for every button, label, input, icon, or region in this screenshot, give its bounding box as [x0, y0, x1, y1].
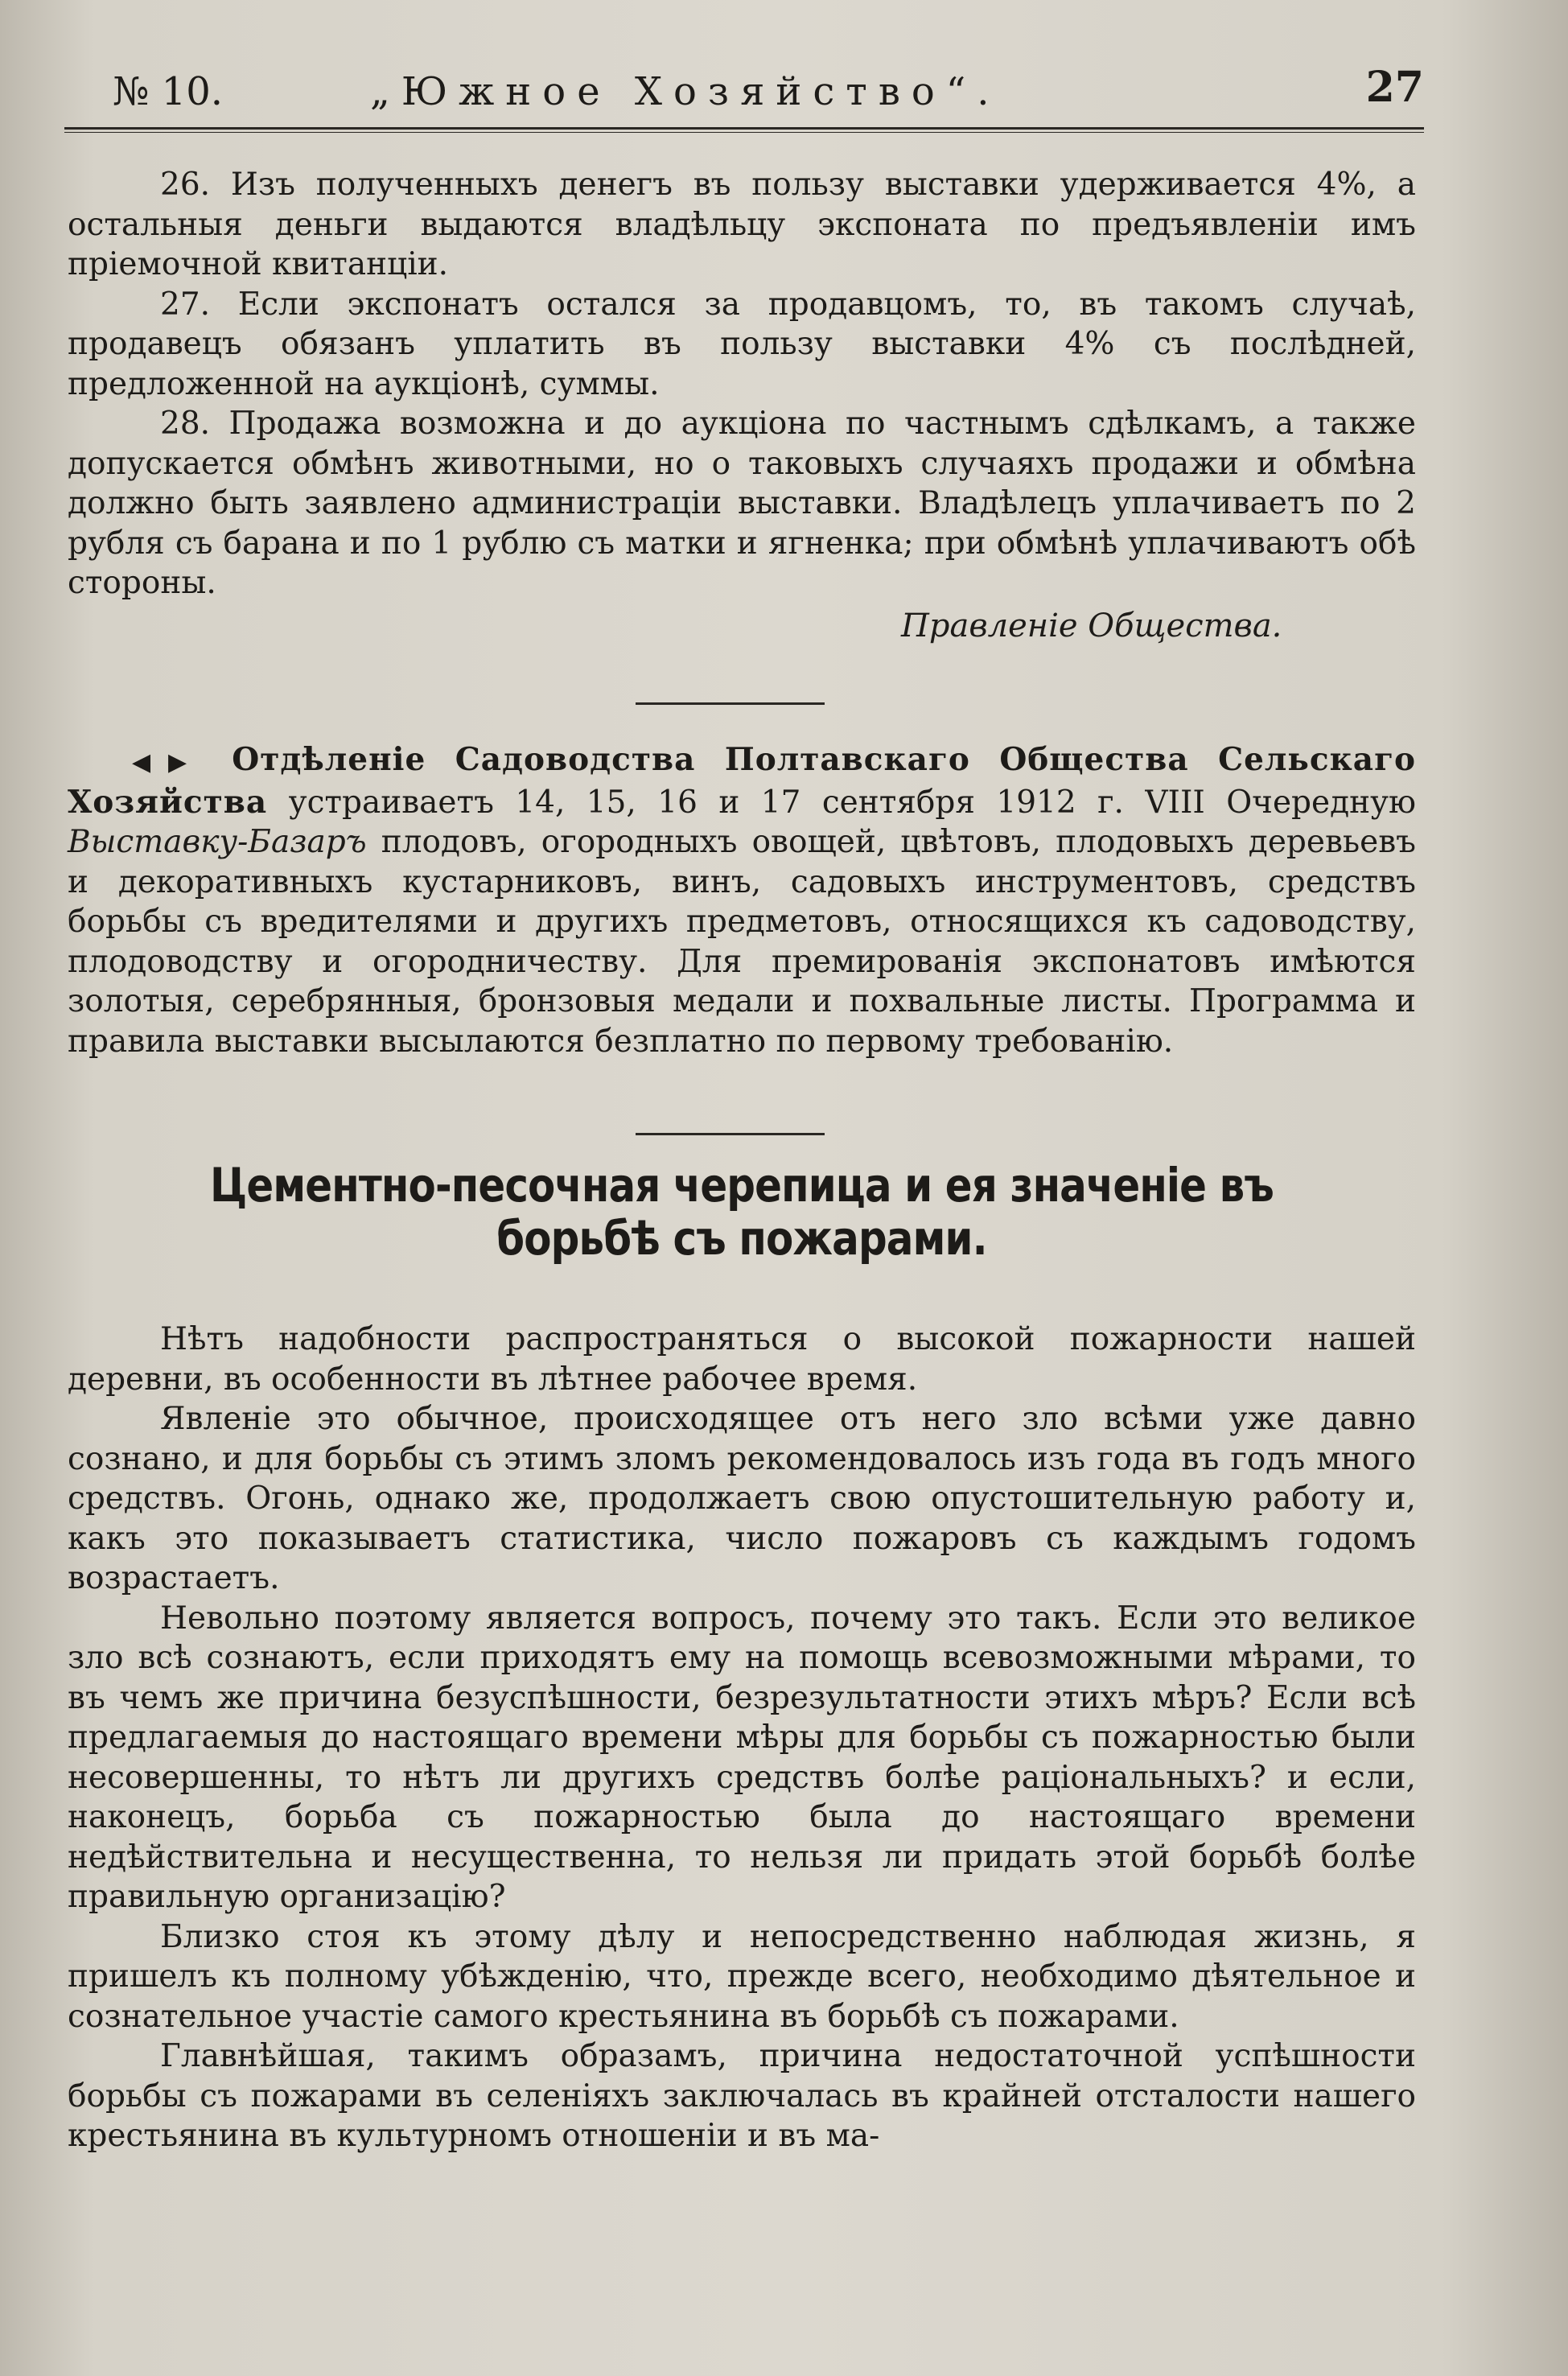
- article-paragraph: Невольно поэтому является вопросъ, почему это такъ. Если это великое зло всѣ сознаютъ, если приходятъ ему на помощь всевозможными мѣрами, то въ чемъ же причина безуспѣшности, безрезультатности этихъ мѣръ? Если всѣ предлагаемыя до настоящаго времени мѣры для борьбы съ пожарностью были несовершенны, то нѣтъ ли другихъ средствъ болѣе раціональныхъ? и если, наконецъ, борьба съ пожарностью была до настоящаго времени недѣйствительна и несущественна, то нельзя ли придать этой борьбѣ болѣе правильную организацію?: [68, 1600, 1416, 1915]
- announcement-text-2: плодовъ, огородныхъ овощей, цвѣтовъ, плодовыхъ деревьевъ и декоративныхъ кустарниковъ, винъ, садовыхъ инструментовъ, средствъ борьбы съ вредителями и другихъ предметовъ, относящихся къ садоводству, плодоводству и огородничеству. Для премированія экспонатовъ имѣются золотыя, серебрянныя, бронзовыя медали и похвальные листы. Программа и правила выставки высылаются безплатно по первому требованію.: [68, 824, 1416, 1060]
- article-paragraph: Близко стоя къ этому дѣлу и непосредственно наблюдая жизнь, я пришелъ къ полному убѣжденію, что, прежде всего, необходимо дѣятельное и сознательное участіе самого крестьянина въ борьбѣ съ пожарами.: [68, 1918, 1416, 2035]
- exhibit-name: Выставку-Базаръ: [68, 824, 367, 860]
- article-title: Цементно-песочная черепица и ея значеніе въ борьбѣ съ пожарами.: [210, 1158, 1274, 1266]
- section-divider: [636, 702, 825, 705]
- journal-title: „Южное Хозяйство“.: [370, 69, 1001, 114]
- pointer-icon: ◀▶: [132, 748, 204, 776]
- article-body: [68, 1320, 1416, 2156]
- announcement: [68, 740, 1416, 1061]
- header-rule: [64, 127, 1424, 133]
- issue-number: № 10.: [113, 69, 224, 114]
- signature: Правленіе Общества.: [901, 607, 1282, 644]
- rule-paragraph-28: 28. Продажа возможна и до аукціона по частнымъ сдѣлкамъ, а также допускается обмѣнъ животными, но о таковыхъ случаяхъ продажи и обмѣна должно быть заявлено администраціи выставки. Владѣлецъ уплачиваетъ по 2 рубля съ барана и по 1 рублю съ матки и ягненка; при обмѣнѣ уплачиваютъ обѣ стороны.: [68, 406, 1416, 601]
- page-header: [113, 63, 1424, 113]
- rule-paragraph-26: 26. Изъ полученныхъ денегъ въ пользу выставки удерживается 4%, а остальныя деньги выдаются владѣльцу экспоната по предъявленіи имъ пріемочной квитанціи.: [68, 167, 1416, 282]
- announcement-paragraph: [68, 740, 1416, 1061]
- rule-paragraph-27: 27. Если экспонатъ остался за продавцомъ, то, въ такомъ случаѣ, продавецъ обязанъ уплатить въ пользу выставки 4% съ послѣдней, предложенной на аукціонѣ, суммы.: [68, 286, 1416, 402]
- section-divider-2: [636, 1133, 825, 1135]
- article-paragraph: Главнѣйшая, такимъ образамъ, причина недостаточной успѣшности борьбы съ пожарами въ селеніяхъ заключалась въ крайней отсталости нашего крестьянина въ культурномъ отношеніи и въ ма-: [68, 2038, 1416, 2154]
- article-paragraph: Явленіе это обычное, происходящее отъ него зло всѣми уже давно сознано, и для борьбы съ этимъ зломъ рекомендовалось изъ года въ годъ много средствъ. Огонь, однако же, продолжаетъ свою опустошительную работу и, какъ это показываетъ статистика, число пожаровъ съ каждымъ годомъ возрастаетъ.: [68, 1401, 1416, 1596]
- page-number: 27: [1365, 63, 1424, 112]
- article-paragraph: Нѣтъ надобности распространяться о высокой пожарности нашей деревни, въ особенности въ лѣтнее рабочее время.: [68, 1321, 1416, 1398]
- announcement-organization: Отдѣленіе Садоводства Полтавскаго Общества Сельскаго Хозяйства: [68, 741, 1416, 821]
- rules-section: [68, 165, 1416, 603]
- announcement-text-1: устраиваетъ 14, 15, 16 и 17 сентября 1912 г. VIII Очередную: [267, 784, 1416, 821]
